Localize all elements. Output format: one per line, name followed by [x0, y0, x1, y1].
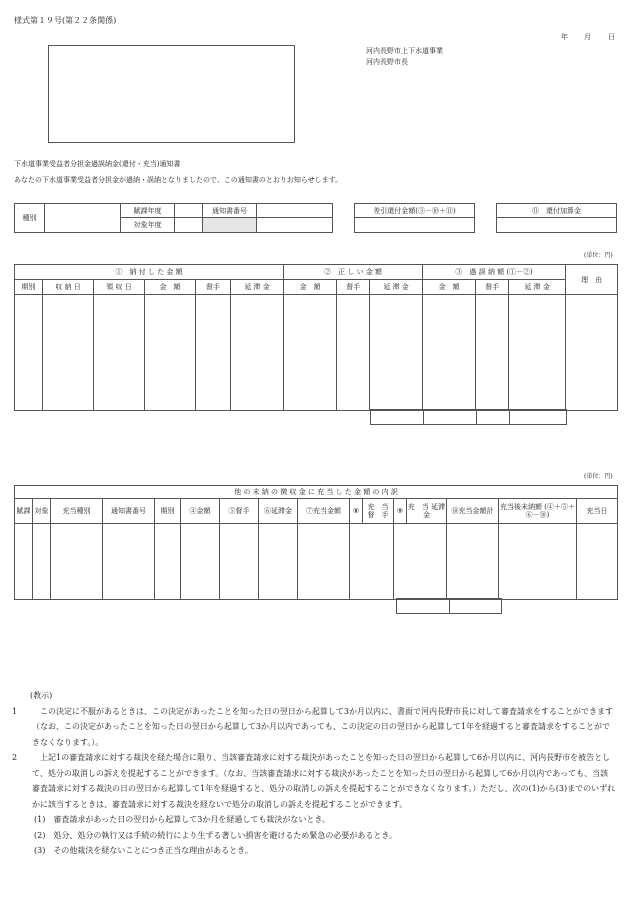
- group-paid: ① 納 付 し た 金 額: [15, 265, 284, 280]
- shaded-cell: [203, 218, 257, 233]
- allocation-title: 他 の 未 納 の 徴 収 金 に 充 当 し た 金 額 の 内 訳: [15, 486, 618, 499]
- col-fee: ⑤督手: [220, 499, 259, 524]
- col-period: 期別: [155, 499, 181, 524]
- fiscal-year-label: 賦課年度: [121, 204, 175, 218]
- group-overpaid: ③ 過 誤 納 額 (①－②): [423, 265, 566, 280]
- issuer-line2: 河内長野市長: [366, 58, 408, 66]
- refund-interest-table: [496, 203, 617, 233]
- data-cell: [15, 524, 33, 600]
- col-notice-no: 通知書番号: [103, 499, 155, 524]
- total-cell: [424, 410, 477, 425]
- col-alloc-total: ⑩充当金額計: [447, 499, 499, 524]
- allocation-totals-row: [396, 598, 502, 614]
- reason-header: 理 由: [566, 265, 618, 295]
- data-cell: [259, 524, 298, 600]
- data-cell: [447, 524, 499, 600]
- data-cell: [145, 295, 196, 411]
- total-cell: [477, 410, 510, 425]
- data-cell: [103, 524, 155, 600]
- total-cell: [397, 599, 450, 614]
- col-header: 収 納 日: [43, 280, 94, 295]
- col-alloc-date: 充当日: [577, 499, 618, 524]
- refund-interest-label: ⑪ 還付加算金: [497, 204, 617, 218]
- col-alloc-late-num: ⑨: [394, 499, 407, 524]
- notice-title: 下水道事業受益者分担金過誤納金(還付・充当)通知書: [14, 160, 181, 168]
- data-cell: [577, 524, 618, 600]
- fiscal-year-value: [175, 204, 203, 218]
- deduction-table: [354, 203, 475, 233]
- data-cell: [476, 295, 509, 411]
- notice-number-value: [257, 204, 333, 218]
- total-cell: [510, 410, 567, 425]
- instruction-num: 1: [12, 706, 18, 716]
- data-cell: [181, 524, 220, 600]
- data-cell: [370, 295, 423, 411]
- overpaid-totals-row: [370, 409, 567, 425]
- unit-label-2: (単位：円): [584, 473, 613, 480]
- notice-number-label: 通知書番号: [203, 204, 257, 218]
- data-cell: [394, 524, 447, 600]
- col-header: 督手: [476, 280, 509, 295]
- col-header: 延 滞 金: [370, 280, 423, 295]
- instruction-item-2: [12, 750, 616, 812]
- data-cell: [298, 524, 350, 600]
- instruction-item-1: [12, 704, 616, 751]
- col-header: 金 額: [284, 280, 337, 295]
- instructions-heading: (教示): [30, 691, 53, 700]
- date-day-label: 日: [608, 33, 615, 41]
- target-year-value: [175, 218, 203, 233]
- data-cell: [499, 524, 577, 600]
- data-cell: [509, 295, 566, 411]
- data-cell: [231, 295, 284, 411]
- refund-interest-value: [497, 218, 617, 233]
- col-alloc-late: 充 当 延滞金: [407, 499, 447, 524]
- refund-table: [14, 264, 618, 411]
- info-table: [14, 203, 333, 233]
- data-cell: [423, 295, 476, 411]
- deduction-value: [355, 218, 475, 233]
- col-alloc-type: 充当種別: [51, 499, 103, 524]
- type-value: [45, 204, 121, 233]
- instructions: [12, 688, 616, 859]
- instruction-sub-3: (3) その他裁決を経ないことにつき正当な理由があるとき。: [34, 846, 253, 855]
- blank-cell: [257, 218, 333, 233]
- data-cell: [284, 295, 337, 411]
- col-header: 督手: [337, 280, 370, 295]
- total-cell: [371, 410, 424, 425]
- col-target: 対象: [33, 499, 51, 524]
- issuer-line1: 河内長野市上下水道事業: [366, 47, 443, 55]
- col-header: 期別: [15, 280, 43, 295]
- date-year-label: 年: [561, 33, 568, 41]
- data-cell: [566, 295, 618, 411]
- instruction-sub-1: (1) 審査請求があった日の翌日から起算して3か月を経過しても裁決がないとき。: [34, 815, 331, 824]
- group-correct: ② 正 し い 金 額: [284, 265, 423, 280]
- col-header: 督手: [196, 280, 231, 295]
- data-cell: [15, 295, 43, 411]
- data-cell: [51, 524, 103, 600]
- address-box: [48, 45, 295, 143]
- col-levy: 賦課: [15, 499, 33, 524]
- instruction-num: 2: [12, 753, 18, 762]
- target-year-label: 対象年度: [121, 218, 175, 233]
- col-header: 延 滞 金: [509, 280, 566, 295]
- data-cell: [220, 524, 259, 600]
- col-alloc-amount: ⑦充当金額: [298, 499, 350, 524]
- instruction-text: 上記1の審査請求に対する裁決を経た場合に限り、当該審査請求に対する裁決があったことを知った日の翌日から起算して6か月以内に、河内長野市を被告として、処分の取消しの訴えを提起することができます。（なお、当該審査請求に対する裁決があったことを知った日の翌日から起算して6か月以内であっても、当該審査請求に対する裁決の日の翌日から起算して1年を経過すると、処分の取消しの訴えを提起することができなくなります。）ただし、次の(1)から(3)までのいずれかに該当するときは、審査請求に対する裁決を経ないで処分の取消しの訴えを提起することができます。: [32, 753, 616, 809]
- allocation-table: [14, 485, 618, 600]
- data-cell: [43, 295, 94, 411]
- data-cell: [350, 524, 394, 600]
- instruction-text: この決定に不服があるときは、この決定があったことを知った日の翌日から起算して3か月以内に、書面で河内長野市長に対して審査請求をすることができます（なお、この決定があったことを知った日の翌日から起算して3か月以内であっても、この決定の日の翌日から起算して1年を経過すると審査請求をすることができなくなります。）。: [32, 706, 614, 747]
- col-alloc-fee: 充 当 督 手: [363, 499, 394, 524]
- data-cell: [94, 295, 145, 411]
- data-cell: [337, 295, 370, 411]
- unit-label: (単位：円): [584, 252, 613, 259]
- instruction-sub-2: (2) 処分、処分の執行又は手続の続行により生ずる著しい損害を避けるため緊急の必要があるとき。: [34, 830, 398, 840]
- data-cell: [155, 524, 181, 600]
- form-number: 様式第１９号(第２２条関係): [14, 16, 117, 25]
- notice-intro: あなたの下水道事業受益者分担金が過納・誤納となりましたので、この通知書のとおりお知らせします。: [14, 176, 343, 184]
- col-late: ⑥延滞金: [259, 499, 298, 524]
- col-header: 金 額: [145, 280, 196, 295]
- col-unpaid: 充当後未納額 (④＋⑤＋⑥－⑩): [499, 499, 577, 524]
- total-cell: [450, 599, 502, 614]
- date-month-label: 月: [584, 33, 591, 41]
- data-cell: [196, 295, 231, 411]
- col-amount: ④金額: [181, 499, 220, 524]
- col-header: 延 滞 金: [231, 280, 284, 295]
- col-alloc-fee-num: ⑧: [350, 499, 363, 524]
- deduction-label: 差引還付金額(③－⑩＋⑪): [355, 204, 475, 218]
- col-header: 金 額: [423, 280, 476, 295]
- col-header: 領 収 日: [94, 280, 145, 295]
- type-label: 種別: [15, 204, 45, 233]
- data-cell: [33, 524, 51, 600]
